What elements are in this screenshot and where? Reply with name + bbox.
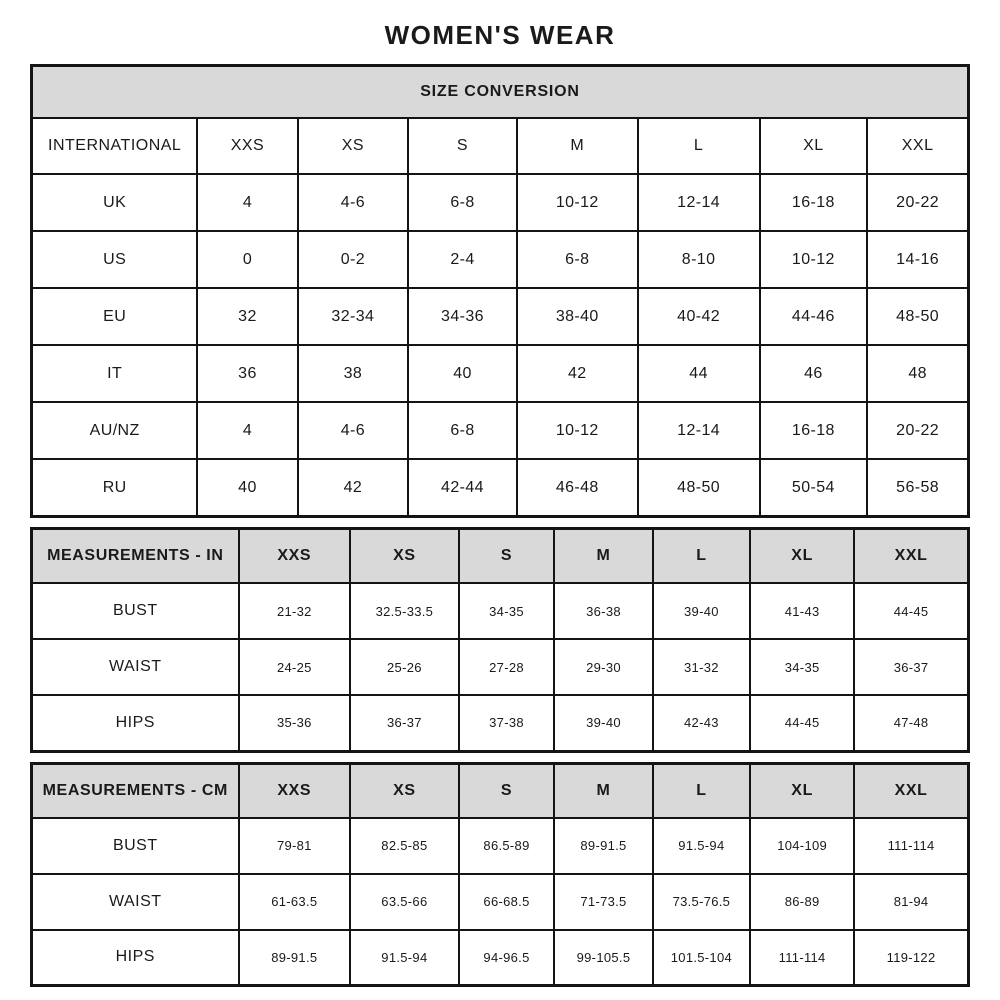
table-row xyxy=(32,583,969,639)
row-value: 16-18 xyxy=(760,402,868,459)
row-value: 36-38 xyxy=(554,583,652,639)
row-value: 44-45 xyxy=(854,583,968,639)
row-value: 10-12 xyxy=(517,402,638,459)
row-value: 20-22 xyxy=(867,402,968,459)
column-header-cell: XS xyxy=(350,763,459,818)
row-value: 104-109 xyxy=(750,818,854,874)
row-value: 94-96.5 xyxy=(459,930,555,986)
row-value: 47-48 xyxy=(854,695,968,751)
row-value: 101.5-104 xyxy=(653,930,750,986)
table-row xyxy=(32,231,969,288)
row-value: 63.5-66 xyxy=(350,874,459,930)
row-value: 81-94 xyxy=(854,874,968,930)
row-value: 34-35 xyxy=(459,583,555,639)
row-value: 99-105.5 xyxy=(554,930,652,986)
row-label: BUST xyxy=(32,583,239,639)
row-value: 66-68.5 xyxy=(459,874,555,930)
row-value: 29-30 xyxy=(554,639,652,695)
table-row xyxy=(32,288,969,345)
row-value: 34-35 xyxy=(750,639,854,695)
column-header-cell: L xyxy=(653,529,750,584)
row-value: 21-32 xyxy=(239,583,351,639)
row-value: 4 xyxy=(197,174,297,231)
row-value: 61-63.5 xyxy=(239,874,351,930)
row-value: 4 xyxy=(197,402,297,459)
table-row xyxy=(32,818,969,874)
row-value: 41-43 xyxy=(750,583,854,639)
row-label: WAIST xyxy=(32,639,239,695)
row-value: 91.5-94 xyxy=(350,930,459,986)
row-value: 10-12 xyxy=(517,174,638,231)
row-value: 44-46 xyxy=(760,288,868,345)
row-value: 40-42 xyxy=(638,288,760,345)
page-title: WOMEN'S WEAR xyxy=(384,20,616,50)
row-value: 48-50 xyxy=(867,288,968,345)
row-value: 4-6 xyxy=(298,174,409,231)
row-value: 48 xyxy=(867,345,968,402)
column-header-cell: S xyxy=(408,118,517,174)
column-header-cell: L xyxy=(638,118,760,174)
row-value: 119-122 xyxy=(854,930,968,986)
row-value: 40 xyxy=(197,459,297,517)
column-header-cell: XXL xyxy=(867,118,968,174)
row-value: 25-26 xyxy=(350,639,459,695)
row-value: 0-2 xyxy=(298,231,409,288)
row-value: 89-91.5 xyxy=(239,930,351,986)
row-value: 82.5-85 xyxy=(350,818,459,874)
row-value: 24-25 xyxy=(239,639,351,695)
row-value: 6-8 xyxy=(408,174,517,231)
row-value: 73.5-76.5 xyxy=(653,874,750,930)
size-conversion-table xyxy=(30,64,970,518)
row-value: 37-38 xyxy=(459,695,555,751)
table-row xyxy=(32,874,969,930)
column-header-row xyxy=(32,529,969,584)
row-value: 2-4 xyxy=(408,231,517,288)
row-value: 48-50 xyxy=(638,459,760,517)
row-value: 16-18 xyxy=(760,174,868,231)
row-label: HIPS xyxy=(32,695,239,751)
column-header-cell: MEASUREMENTS - CM xyxy=(32,763,239,818)
table-row xyxy=(32,930,969,986)
row-value: 42 xyxy=(298,459,409,517)
row-value: 42-43 xyxy=(653,695,750,751)
row-value: 31-32 xyxy=(653,639,750,695)
column-header-cell: M xyxy=(554,763,652,818)
row-value: 32 xyxy=(197,288,297,345)
row-value: 8-10 xyxy=(638,231,760,288)
row-label: WAIST xyxy=(32,874,239,930)
row-value: 111-114 xyxy=(854,818,968,874)
row-value: 12-14 xyxy=(638,402,760,459)
column-header-cell: M xyxy=(517,118,638,174)
row-value: 111-114 xyxy=(750,930,854,986)
row-value: 10-12 xyxy=(760,231,868,288)
row-value: 32-34 xyxy=(298,288,409,345)
column-header-cell: XXS xyxy=(239,529,351,584)
column-header-cell: XL xyxy=(760,118,868,174)
row-value: 42-44 xyxy=(408,459,517,517)
row-value: 44-45 xyxy=(750,695,854,751)
row-value: 91.5-94 xyxy=(653,818,750,874)
table-row xyxy=(32,402,969,459)
row-value: 38-40 xyxy=(517,288,638,345)
row-value: 56-58 xyxy=(867,459,968,517)
row-value: 71-73.5 xyxy=(554,874,652,930)
row-label: RU xyxy=(32,459,198,517)
table-row xyxy=(32,639,969,695)
row-value: 36-37 xyxy=(350,695,459,751)
row-value: 6-8 xyxy=(517,231,638,288)
row-label: IT xyxy=(32,345,198,402)
table-banner: SIZE CONVERSION xyxy=(32,66,969,119)
column-header-cell: XXS xyxy=(239,763,351,818)
column-header-cell: MEASUREMENTS - IN xyxy=(32,529,239,584)
row-value: 39-40 xyxy=(554,695,652,751)
measurements-cm-table xyxy=(30,762,970,988)
table-row xyxy=(32,695,969,751)
row-label: US xyxy=(32,231,198,288)
row-value: 34-36 xyxy=(408,288,517,345)
row-value: 35-36 xyxy=(239,695,351,751)
column-header-cell: XL xyxy=(750,763,854,818)
column-header-cell: XXL xyxy=(854,529,968,584)
column-header-cell: S xyxy=(459,529,555,584)
row-value: 42 xyxy=(517,345,638,402)
row-value: 32.5-33.5 xyxy=(350,583,459,639)
column-header-cell: XXL xyxy=(854,763,968,818)
row-value: 20-22 xyxy=(867,174,968,231)
column-header-cell: L xyxy=(653,763,750,818)
column-header-cell: XS xyxy=(350,529,459,584)
column-header-cell: XS xyxy=(298,118,409,174)
row-value: 40 xyxy=(408,345,517,402)
row-value: 38 xyxy=(298,345,409,402)
row-value: 36 xyxy=(197,345,297,402)
row-value: 12-14 xyxy=(638,174,760,231)
row-value: 6-8 xyxy=(408,402,517,459)
row-value: 86-89 xyxy=(750,874,854,930)
row-value: 44 xyxy=(638,345,760,402)
table-banner-row xyxy=(32,66,969,119)
row-value: 36-37 xyxy=(854,639,968,695)
row-value: 89-91.5 xyxy=(554,818,652,874)
row-value: 14-16 xyxy=(867,231,968,288)
column-header-cell: S xyxy=(459,763,555,818)
row-value: 46 xyxy=(760,345,868,402)
measurements-in-table xyxy=(30,527,970,753)
table-row xyxy=(32,174,969,231)
column-header-cell: XL xyxy=(750,529,854,584)
row-value: 4-6 xyxy=(298,402,409,459)
row-value: 86.5-89 xyxy=(459,818,555,874)
row-value: 27-28 xyxy=(459,639,555,695)
row-label: AU/NZ xyxy=(32,402,198,459)
row-value: 0 xyxy=(197,231,297,288)
row-value: 46-48 xyxy=(517,459,638,517)
row-value: 79-81 xyxy=(239,818,351,874)
table-row xyxy=(32,345,969,402)
column-header-row xyxy=(32,763,969,818)
row-label: BUST xyxy=(32,818,239,874)
column-header-row xyxy=(32,118,969,174)
row-label: EU xyxy=(32,288,198,345)
row-label: UK xyxy=(32,174,198,231)
column-header-cell: XXS xyxy=(197,118,297,174)
table-row xyxy=(32,459,969,517)
column-header-cell: INTERNATIONAL xyxy=(32,118,198,174)
row-value: 50-54 xyxy=(760,459,868,517)
row-label: HIPS xyxy=(32,930,239,986)
column-header-cell: M xyxy=(554,529,652,584)
row-value: 39-40 xyxy=(653,583,750,639)
